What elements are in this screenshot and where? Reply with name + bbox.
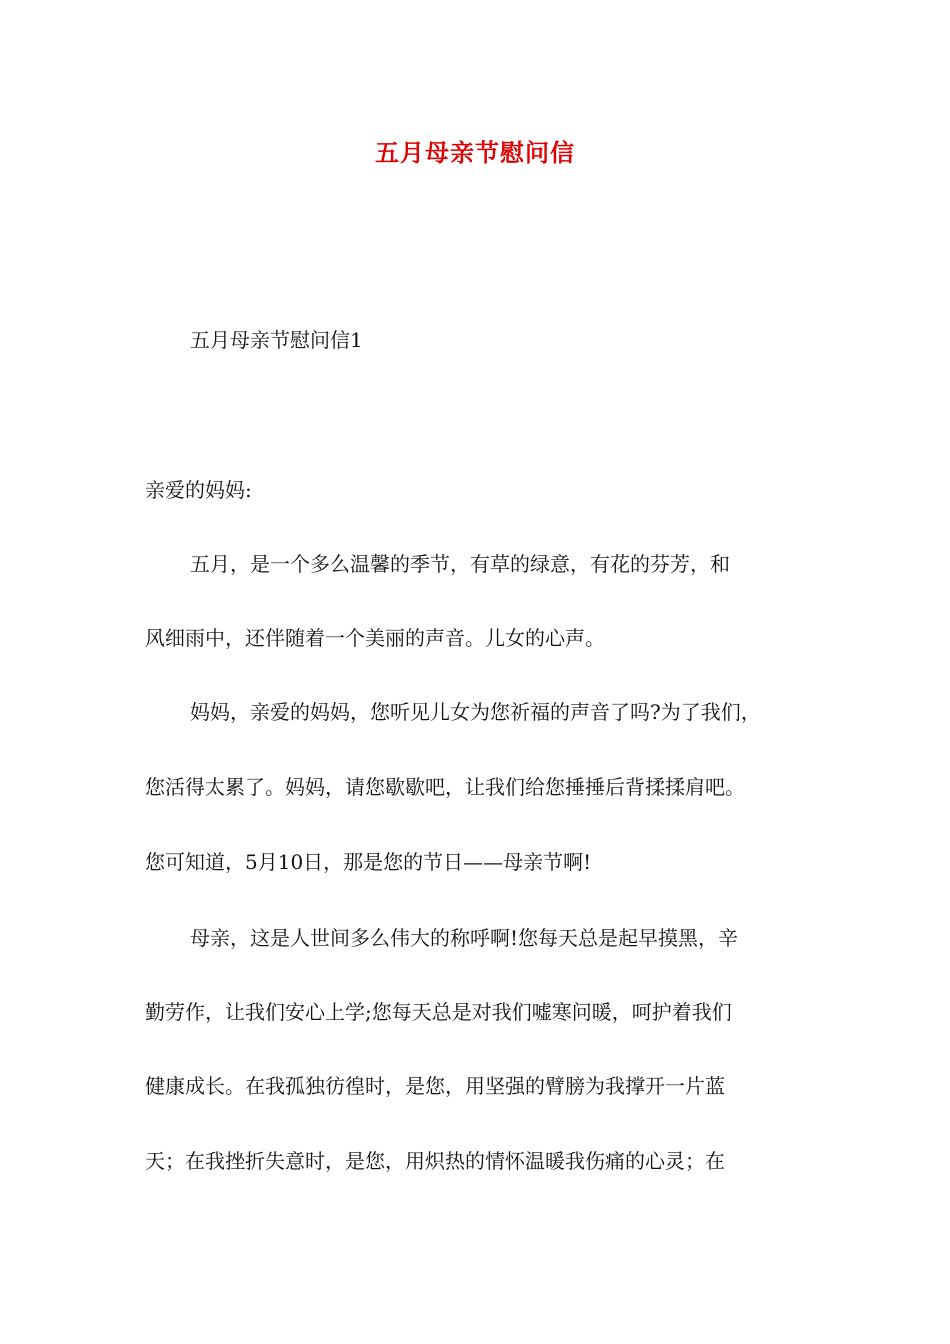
paragraph-line: 妈妈，亲爱的妈妈，您听见儿女为您祈福的声音了吗?为了我们，: [190, 700, 761, 724]
paragraph-line: 健康成长。在我孤独彷徨时，是您，用坚强的臂膀为我撑开一片蓝: [145, 1074, 725, 1098]
paragraph-line: 风细雨中，还伴随着一个美丽的声音。儿女的心声。: [145, 626, 605, 650]
paragraph-line: 勤劳作，让我们安心上学;您每天总是对我们嘘寒问暖，呵护着我们: [145, 1000, 732, 1024]
section-heading: 五月母亲节慰问信1: [190, 328, 363, 352]
paragraph-line: 五月，是一个多么温馨的季节，有草的绿意，有花的芬芳，和: [190, 552, 730, 576]
greeting: 亲爱的妈妈:: [145, 478, 252, 502]
paragraph-line: 天；在我挫折失意时，是您，用炽热的情怀温暖我伤痛的心灵；在: [145, 1149, 725, 1173]
paragraph-line: 母亲，这是人世间多么伟大的称呼啊!您每天总是起早摸黑，辛: [190, 926, 739, 950]
paragraph-line: 您活得太累了。妈妈，请您歇歇吧，让我们给您捶捶后背揉揉肩吧。: [145, 775, 745, 799]
paragraph-line: 您可知道，5月10日，那是您的节日——母亲节啊!: [145, 850, 592, 874]
document-title: 五月母亲节慰问信: [375, 138, 575, 167]
